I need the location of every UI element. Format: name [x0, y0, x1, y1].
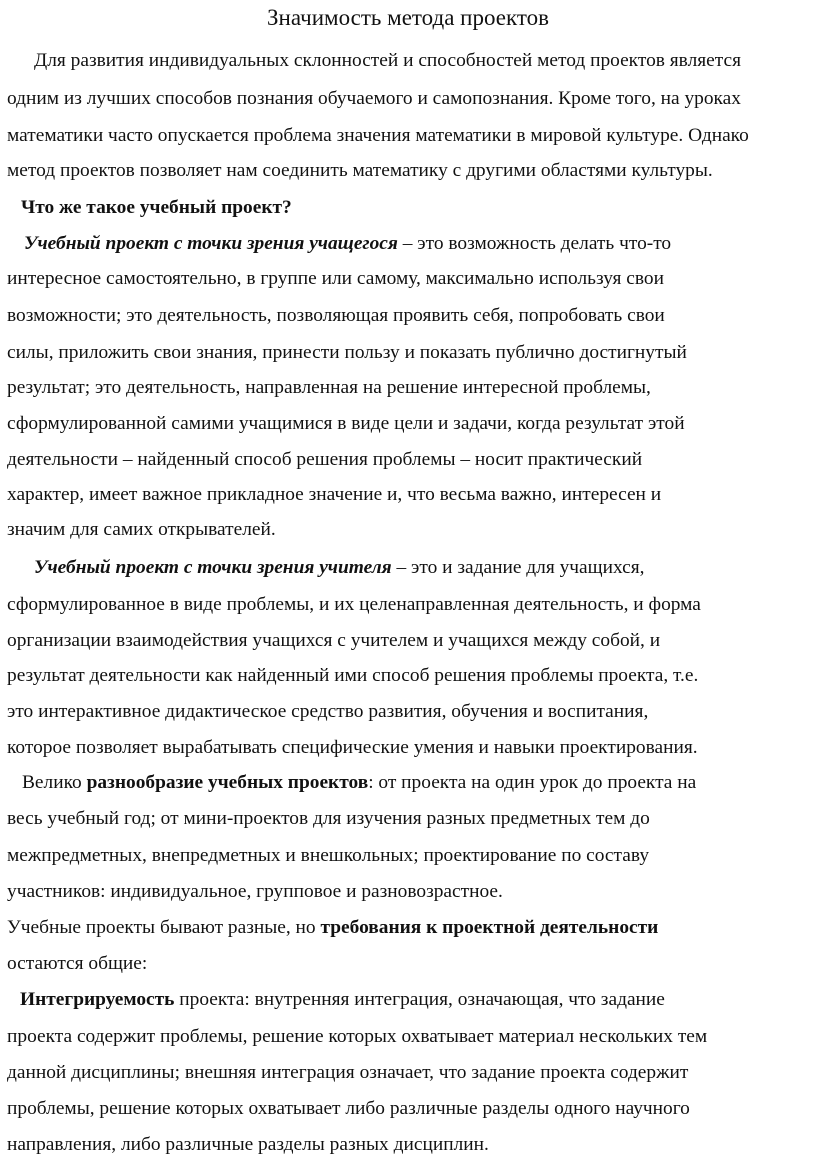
text-line: Учебные проекты бывают разные, но требования к проектной деятельности: [7, 917, 659, 938]
text-line: Учебный проект с точки зрения учащегося – это возможность делать что-то: [24, 233, 672, 254]
text-line: силы, приложить свои знания, принести пользу и показать публично достигнутый: [7, 342, 687, 363]
text-line: которое позволяет вырабатывать специфические умения и навыки проектирования.: [7, 737, 698, 758]
text-line: значим для самих открывателей.: [7, 519, 276, 540]
text-line: результат; это деятельность, направленная на решение интересной проблемы,: [7, 377, 651, 398]
text-line: это интерактивное дидактическое средство развития, обучения и воспитания,: [7, 701, 649, 722]
text-line: метод проектов позволяет нам соединить математику с другими областями культуры.: [7, 160, 713, 181]
text-line: деятельности – найденный способ решения проблемы – носит практический: [7, 449, 643, 470]
text-line: сформулированное в виде проблемы, и их целенаправленная деятельность, и форма: [7, 594, 701, 615]
page-title: Значимость метода проектов: [267, 5, 549, 30]
section-heading: Что же такое учебный проект?: [21, 197, 292, 218]
text-line: характер, имеет важное прикладное значение и, что весьма важно, интересен и: [7, 484, 662, 505]
text-line: одним из лучших способов познания обучаемого и самопознания. Кроме того, на уроках: [7, 88, 741, 109]
text-line: возможности; это деятельность, позволяющая проявить себя, попробовать свои: [7, 305, 665, 326]
text-line: весь учебный год; от мини-проектов для изучения разных предметных тем до: [7, 808, 650, 829]
text-line: Интегрируемость проекта: внутренняя интеграция, означающая, что задание: [20, 989, 665, 1010]
text-line: интересное самостоятельно, в группе или самому, максимально используя свои: [7, 268, 664, 289]
emphasis-term: требования к проектной деятельности: [320, 917, 659, 938]
emphasis-term: Учебный проект с точки зрения учителя: [34, 557, 392, 578]
emphasis-term: Интегрируемость: [20, 989, 175, 1010]
text-line: проекта содержит проблемы, решение которых охватывает материал нескольких тем: [7, 1026, 708, 1047]
text-line: результат деятельности как найденный ими способ решения проблемы проекта, т.е.: [7, 665, 699, 686]
text-line: межпредметных, внепредметных и внешкольных; проектирование по составу: [7, 845, 650, 866]
emphasis-term: Учебный проект с точки зрения учащегося: [24, 233, 398, 254]
text-line: Для развития индивидуальных склонностей и способностей метод проектов является: [34, 50, 742, 71]
text-line: проблемы, решение которых охватывает либо различные разделы одного научного: [7, 1098, 690, 1119]
text-line: математики часто опускается проблема значения математики в мировой культуре. Однако: [7, 125, 749, 146]
text-line: организации взаимодействия учащихся с учителем и учащихся между собой, и: [7, 630, 661, 651]
text-line: сформулированной самими учащимися в виде цели и задачи, когда результат этой: [7, 413, 685, 434]
text-line: Учебный проект с точки зрения учителя – это и задание для учащихся,: [34, 557, 645, 578]
text-line: данной дисциплины; внешняя интеграция означает, что задание проекта содержит: [7, 1062, 689, 1083]
text-line: остаются общие:: [7, 953, 148, 974]
text-line: направления, либо различные разделы разных дисциплин.: [7, 1134, 489, 1155]
text-line: Велико разнообразие учебных проектов: от проекта на один урок до проекта на: [22, 772, 697, 793]
text-line: участников: индивидуальное, групповое и разновозрастное.: [7, 881, 503, 902]
emphasis-term: разнообразие учебных проектов: [86, 772, 369, 793]
